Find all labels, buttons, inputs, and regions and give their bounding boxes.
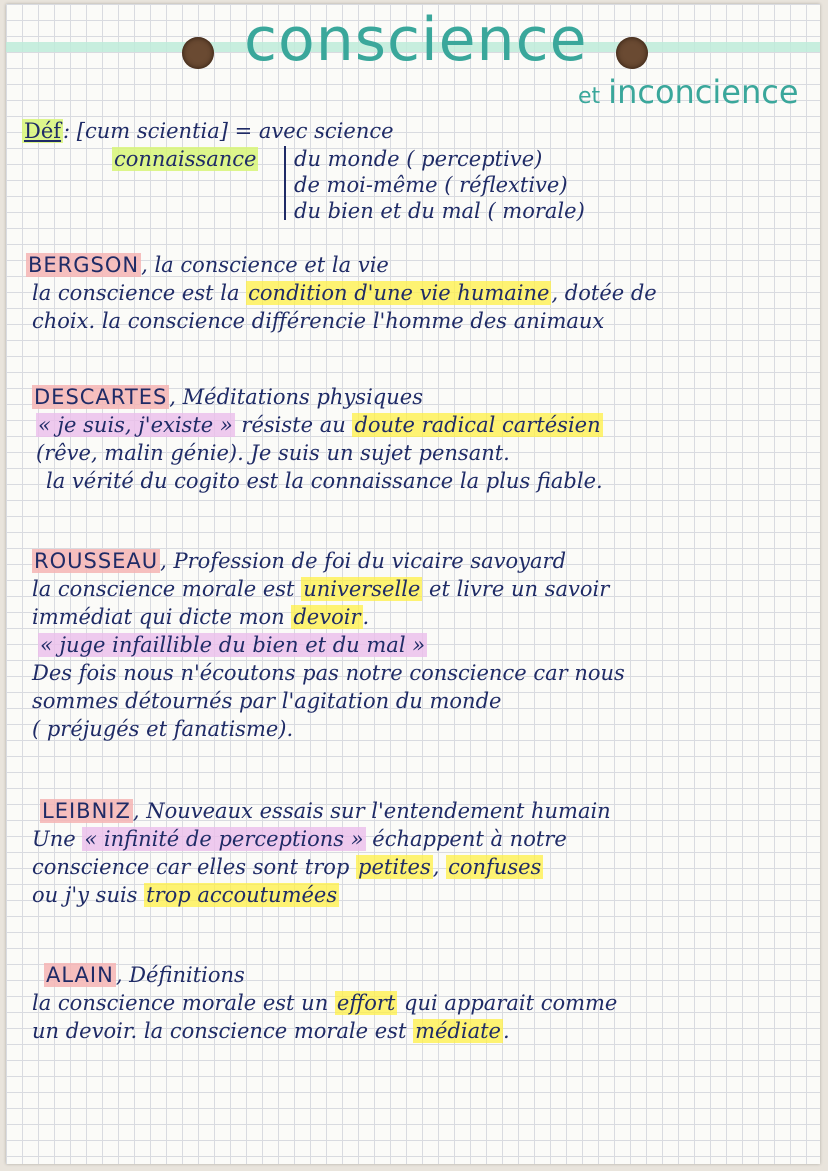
rousseau-line-5: sommes détournés par l'agitation du monde bbox=[32, 689, 502, 713]
text: . bbox=[502, 1019, 510, 1043]
connaissance-label: connaissance bbox=[114, 147, 257, 171]
text: conscience car elles sont trop bbox=[32, 855, 350, 879]
subtitle-et: et bbox=[578, 84, 601, 109]
descartes-line-2: (rêve, malin génie). Je suis un sujet pensant. bbox=[36, 441, 510, 465]
highlight: devoir bbox=[293, 605, 361, 629]
highlight: « je suis, j'existe » bbox=[38, 413, 233, 437]
bergson-line-2: choix. la conscience différencie l'homme des animaux bbox=[32, 309, 605, 333]
text: , bbox=[432, 855, 440, 879]
highlight: « juge infaillible du bien et du mal » bbox=[40, 633, 426, 657]
text: . bbox=[362, 605, 370, 629]
rousseau-header bbox=[32, 548, 566, 574]
highlight: universelle bbox=[303, 577, 421, 601]
descartes-header bbox=[32, 384, 423, 410]
text: résiste au bbox=[241, 413, 346, 437]
author-name: DESCARTES bbox=[34, 385, 168, 409]
highlight: condition d'une vie humaine bbox=[248, 281, 550, 305]
work-title: , la conscience et la vie bbox=[141, 253, 389, 277]
highlight: effort bbox=[336, 991, 396, 1015]
highlight: doute radical cartésien bbox=[354, 413, 601, 437]
highlight: confuses bbox=[448, 855, 542, 879]
author-name: BERGSON bbox=[28, 253, 140, 277]
definition-line bbox=[22, 118, 394, 144]
descartes-line-1 bbox=[36, 412, 603, 438]
notebook-page bbox=[6, 4, 820, 1164]
text: ou j'y suis bbox=[32, 883, 138, 907]
rousseau-line-1 bbox=[32, 576, 609, 602]
highlight: petites bbox=[358, 855, 431, 879]
highlight: « infinité de perceptions » bbox=[84, 827, 364, 851]
work-title: , Définitions bbox=[115, 963, 245, 987]
binder-hole-left bbox=[182, 37, 214, 69]
author-name: LEIBNIZ bbox=[42, 799, 131, 823]
alain-header bbox=[44, 962, 245, 988]
definition-item: de moi-même ( réflextive) bbox=[294, 173, 568, 197]
page-title: conscience bbox=[244, 5, 588, 75]
text: et livre un savoir bbox=[429, 577, 610, 601]
leibniz-line-2 bbox=[32, 854, 543, 880]
text: immédiat qui dicte mon bbox=[32, 605, 285, 629]
author-name: ALAIN bbox=[46, 963, 114, 987]
text: , dotée de bbox=[551, 281, 657, 305]
definition-connaissance bbox=[112, 146, 258, 172]
definition-item: du bien et du mal ( morale) bbox=[294, 199, 585, 223]
rousseau-line-2 bbox=[32, 604, 369, 630]
descartes-line-3: la vérité du cogito est la connaissance la plus fiable. bbox=[46, 469, 603, 493]
definition-brace bbox=[284, 146, 286, 220]
alain-line-1 bbox=[32, 990, 617, 1016]
leibniz-line-3 bbox=[32, 882, 339, 908]
text: la conscience est la bbox=[32, 281, 240, 305]
text: un devoir. la conscience morale est bbox=[32, 1019, 407, 1043]
highlight: trop accoutumées bbox=[146, 883, 338, 907]
leibniz-header bbox=[40, 798, 611, 824]
leibniz-line-1 bbox=[32, 826, 567, 852]
page-subtitle bbox=[578, 73, 799, 111]
text: échappent à notre bbox=[372, 827, 567, 851]
work-title: , Profession de foi du vicaire savoyard bbox=[160, 549, 567, 573]
rousseau-line-4: Des fois nous n'écoutons pas notre conscience car nous bbox=[32, 661, 625, 685]
definition-item: du monde ( perceptive) bbox=[294, 147, 543, 171]
work-title: , Nouveaux essais sur l'entendement humain bbox=[132, 799, 611, 823]
work-title: , Méditations physiques bbox=[169, 385, 423, 409]
definition-etymology: : [cum scientia] = avec science bbox=[63, 119, 394, 143]
subtitle-text: inconcience bbox=[608, 73, 799, 111]
text: qui apparait comme bbox=[404, 991, 618, 1015]
text: la conscience morale est bbox=[32, 577, 295, 601]
highlight: médiate bbox=[415, 1019, 501, 1043]
author-name: ROUSSEAU bbox=[34, 549, 159, 573]
binder-hole-right bbox=[616, 37, 648, 69]
definition-label: Déf bbox=[24, 119, 62, 143]
bergson-line-1 bbox=[32, 280, 657, 306]
rousseau-line-3 bbox=[38, 632, 427, 658]
alain-line-2 bbox=[32, 1018, 510, 1044]
rousseau-line-6: ( préjugés et fanatisme). bbox=[32, 717, 294, 741]
text: Une bbox=[32, 827, 76, 851]
bergson-header bbox=[26, 252, 389, 278]
text: la conscience morale est un bbox=[32, 991, 329, 1015]
